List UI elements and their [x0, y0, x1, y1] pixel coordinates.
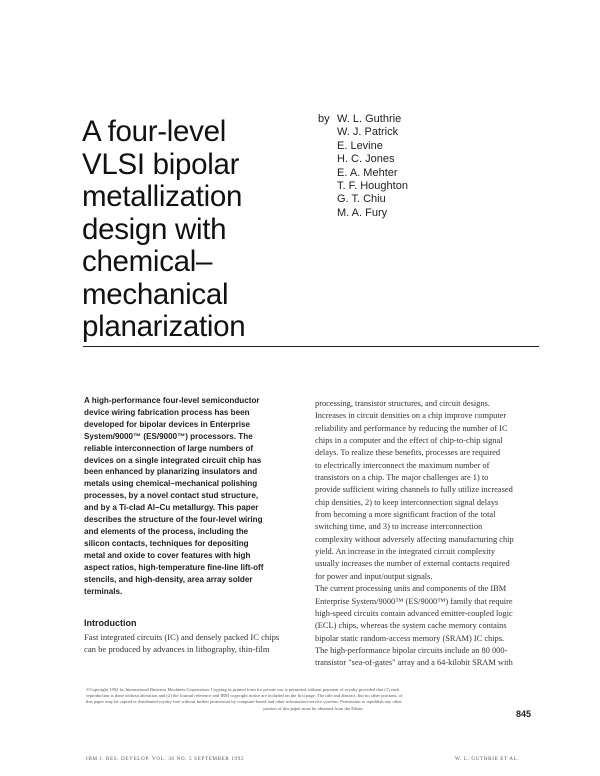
copyright-line: this paper may be copied or distributed royalty free without further permission by computer-based and other information-service systems. Permission to republish any other	[86, 699, 402, 705]
body-line: (ECL) chips, whereas the system cache memory contains	[315, 621, 507, 631]
body-line: reliability and performance by reducing the number of IC	[315, 423, 508, 433]
body-line: high-speed circuits contain advanced emitter-coupled logic	[315, 608, 513, 618]
body-line: complexity without adversely affecting manufacturing chip	[315, 534, 514, 544]
title-line: VLSI bipolar	[82, 147, 240, 181]
body-line: chip densities, 2) to keep interconnection signal delays	[315, 497, 499, 507]
abstract-line: A high-performance four-level semiconductor	[84, 396, 260, 405]
body-line: for power and input/output signals.	[315, 571, 433, 581]
abstract-line: aspect ratios, high-temperature fine-line lift-off	[84, 562, 264, 572]
article-title	[82, 116, 312, 344]
body-line: processing, transistor structures, and circuit designs.	[315, 399, 490, 408]
title-divider	[83, 346, 539, 347]
title-line: planarization	[82, 310, 246, 343]
body-line: transistors on a chip. The major challenges are 1) to	[315, 473, 489, 483]
section-heading-introduction: Introduction	[84, 618, 137, 628]
abstract-line: describes the structure of the four-level wiring	[84, 515, 263, 525]
author-name: E. Levine	[337, 139, 383, 152]
author-name: W. L. Guthrie	[337, 113, 402, 125]
abstract-line: terminals.	[84, 586, 123, 596]
body-line: delays. To realize these benefits, processes are required	[315, 448, 501, 458]
abstract-line: and elements of the process, including the	[84, 526, 249, 536]
abstract-line: processes, by a novel contact stud structure,	[84, 491, 259, 501]
abstract-line: silicon contacts, techniques for depositing	[84, 538, 249, 548]
body-line: The current processing units and components of the IBM	[315, 584, 507, 594]
abstract-line: metal and oxide to cover features with high	[84, 550, 251, 560]
body-line: bipolar static random-access memory (SRAM) IC chips.	[315, 633, 505, 643]
title-line: design with	[82, 212, 227, 246]
body-line: can be produced by advances in lithography, thin-film	[84, 644, 270, 654]
body-line: chips in a computer and the effect of chip-to-chip signal	[315, 436, 503, 446]
abstract-line: System/9000™ (ES/9000™) processors. The	[84, 431, 253, 441]
author-list	[337, 113, 408, 220]
page-number: 845	[516, 709, 532, 719]
body-line: Fast integrated circuits (IC) and densely packed IC chips	[84, 632, 280, 642]
author-name: H. C. Jones	[337, 153, 395, 166]
abstract	[84, 395, 296, 597]
author-name: M. A. Fury	[337, 206, 388, 219]
abstract-line: devices on a single integrated circuit chip has	[84, 455, 262, 465]
abstract-line: been enhanced by planarizing insulators and	[84, 467, 258, 477]
body-line: switching time, and 3) to increase interconnection	[315, 522, 483, 532]
copyright-notice	[86, 687, 541, 712]
author-name: E. A. Mehter	[337, 166, 398, 179]
copyright-line: reproduction is done without alteration and (2) the Journal reference and IBM copyright notice are included on the first page. The title and abstract, but no other portions, of	[86, 693, 403, 699]
body-line: from becoming a more significant fraction of the total	[315, 510, 496, 520]
body-line: Enterprise System/9000™ (ES/9000™) family that require	[315, 596, 513, 606]
by-label: by	[318, 113, 330, 125]
copyright-line: portion of this paper must be obtained from the Editor.	[263, 705, 364, 711]
body-line: Increases in circuit densities on a chip improve computer	[315, 411, 507, 421]
body-line: provide sufficient wiring channels to fully utilize increased	[315, 485, 513, 495]
title-line: A four-level	[82, 115, 226, 148]
title-line: metallization	[82, 180, 243, 213]
body-line: yield. An increase in the integrated circuit complexity	[315, 547, 496, 557]
abstract-line: reliable interconnection of large numbers of	[84, 443, 254, 453]
title-line: chemical–	[82, 245, 213, 278]
abstract-line: device wiring fabrication process has been	[84, 407, 250, 417]
author-name: T. F. Houghton	[337, 180, 408, 193]
right-column-text	[315, 398, 540, 670]
copyright-line: ©Copyright 1992 by International Business Machines Corporation. Copying in printed form for private use is permitted without payment of royalty provided that (1) each	[86, 687, 400, 692]
abstract-line: developed for bipolar devices in Enterprise	[84, 419, 250, 429]
abstract-line: and by a Ti-clad Al–Cu metallurgy. This paper	[84, 503, 259, 513]
author-name: W. J. Patrick	[337, 126, 399, 139]
body-line: to electrically interconnect the maximum number of	[315, 460, 490, 470]
title-line: mechanical	[82, 277, 229, 311]
body-line: transistor "sea-of-gates" array and a 64-kilobit SRAM with	[315, 658, 513, 668]
author-name: G. T. Chiu	[337, 193, 386, 206]
body-line: The high-performance bipolar circuits include an 80 000-	[315, 645, 508, 655]
abstract-line: stencils, and high-density, area array solder	[84, 574, 253, 584]
body-line: usually increases the number of external contacts required	[315, 559, 510, 569]
journal-footer: IBM J. RES. DEVELOP. VOL. 36 NO. 5 SEPTEMBER 1992	[86, 756, 245, 762]
intro-paragraph	[84, 631, 304, 655]
abstract-line: metals using chemical–mechanical polishing	[84, 479, 258, 489]
author-footer: W. L. GUTHRIE ET AL.	[455, 756, 520, 762]
